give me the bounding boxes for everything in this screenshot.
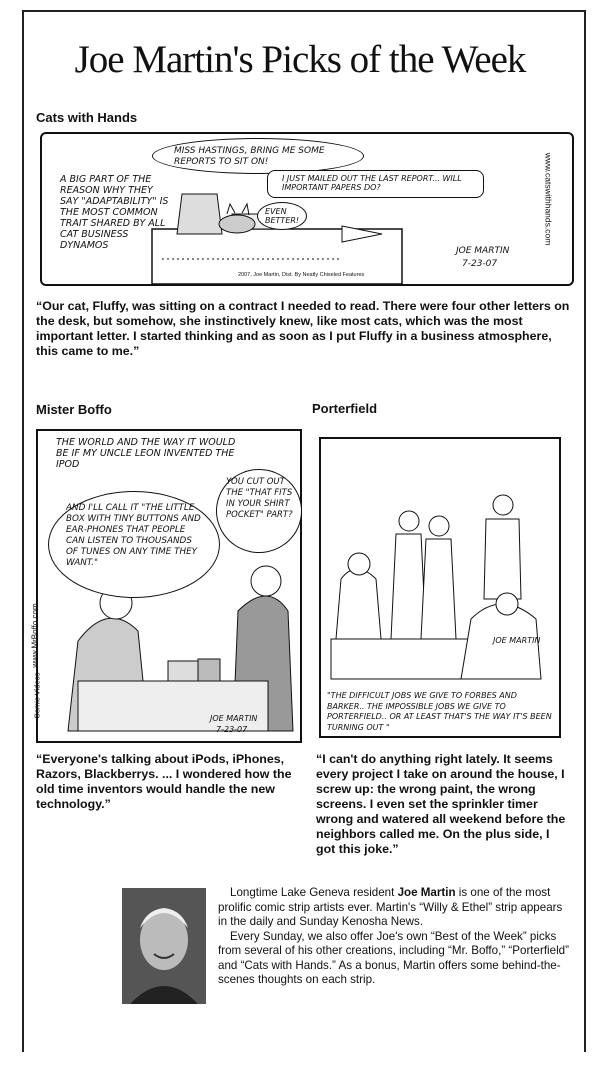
author-photo [122, 888, 206, 1004]
bio-author-name: Joe Martin [397, 886, 456, 899]
bio-p1-lead: Longtime Lake Geneva resident [230, 886, 398, 899]
bio-paragraph-1 [218, 886, 570, 930]
cats-box-text: A BIG PART OF THE REASON WHY THEY SAY "ADAPTABILITY" IS THE MOST COMMON TRAIT SHARED BY ALL CAT BUSINESS DYNAMOS [60, 174, 169, 251]
porterfield-caption: “I can't do anything right lately. It seems every project I take on around the house, I screw up: the wrong paint, the wrong screens. I even set the sprinkler timer wrong and watered all weekend before the neighbors called me. On the plus side, I got this joke.” [316, 752, 566, 856]
author-bio [218, 886, 570, 988]
author-photo-drawing [122, 888, 206, 1004]
cats-url: www.catswithhands.com [543, 152, 554, 246]
boffo-date: 7-23-07 [216, 725, 248, 734]
boffo-side-url: www.MrBoffo.com [30, 603, 40, 668]
boffo-side-label: Comic Videos [32, 672, 42, 719]
bio-paragraph-2: Every Sunday, we also offer Joe's own “Best of the Week” picks from several of his other creations, including “Mr. Boffo,” “Porterfield” and “Cats with Hands.” As a bonus, Martin offers some behind-the-scenes thoughts on each strip. [218, 929, 569, 986]
boffo-bubble-left-text: AND I'LL CALL IT "THE LITTLE BOX WITH TINY BUTTONS AND EAR-PHONES THAT PEOPLE CAN LISTEN TO THOUSANDS OF TUNES ON ANY TIME THEY WANT." [66, 503, 201, 568]
boffo-caption: “Everyone's talking about iPods, iPhones, Razors, Blackberrys. ... I wondered how the old time inventors would handle the new technology.” [36, 752, 292, 811]
cats-credit: 2007, Joe Martin, Dist. By Neatly Chiseled Features [238, 272, 365, 278]
cats-signature: JOE MARTIN [456, 246, 510, 256]
cats-bubble-cat-text: EVEN BETTER! [265, 207, 300, 225]
cats-caption: “Our cat, Fluffy, was sitting on a contract I needed to read. There were four other letters on the desk, but somehow, she instinctively knew, like most cats, which was the most important letter. I started thinking and as soon as I put Fluffy in a business atmosphere, this came to me.” [36, 299, 570, 358]
porterfield-signature: JOE MARTIN [493, 636, 541, 645]
cats-bubble-boss-text: MISS HASTINGS, BRING ME SOME REPORTS TO SIT ON! [174, 146, 325, 167]
porterfield-strip-title: Porterfield [312, 401, 378, 416]
cats-strip-panel [40, 132, 574, 286]
bio-p1-rest: is one of the most prolific comic strip artists ever. Martin's “Willy & Ethel” strip appears in the daily and Sunday Kenosha News. [218, 886, 563, 928]
boffo-bubble-right-text: YOU CUT OUT THE "THAT FITS IN YOUR SHIRT POCKET" PART? [226, 477, 293, 520]
cats-date: 7-23-07 [462, 259, 498, 269]
boffo-strip-panel [30, 429, 302, 743]
page-title: Joe Martin's Picks of the Week [74, 38, 526, 81]
cats-strip-title: Cats with Hands [36, 110, 138, 125]
boffo-box-text: THE WORLD AND THE WAY IT WOULD BE IF MY UNCLE LEON INVENTED THE IPOD [56, 437, 236, 470]
boffo-signature: JOE MARTIN [210, 714, 258, 723]
porterfield-panel-caption: "THE DIFFICULT JOBS WE GIVE TO FORBES AND BARKER.. THE IMPOSSIBLE JOBS WE GIVE TO PORTERFIELD.. OR AT LEAST THAT'S THE WAY IT'S BEEN TURNING OUT " [327, 691, 552, 732]
cats-bubble-secretary-text: I JUST MAILED OUT THE LAST REPORT... WILL IMPORTANT PAPERS DO? [282, 174, 462, 192]
boffo-strip-title: Mister Boffo [36, 402, 112, 417]
porterfield-strip-panel [319, 437, 561, 738]
